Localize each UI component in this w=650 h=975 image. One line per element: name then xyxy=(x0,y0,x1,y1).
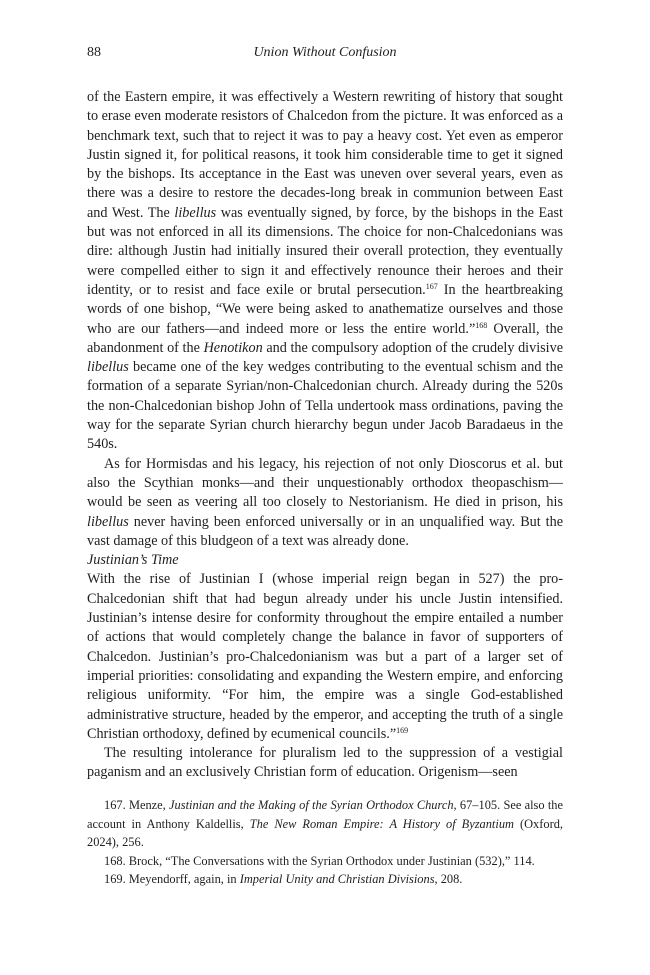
footnotes xyxy=(87,796,563,889)
section-heading: Justinian’s Time xyxy=(87,552,179,569)
running-head: Union Without Confusion xyxy=(253,45,397,60)
page-number: 88 xyxy=(87,45,101,60)
page-header xyxy=(87,45,563,65)
footnote-168: 168. Brock, “The Conversations with the Syrian Orthodox under Justinian (532),” 114. xyxy=(104,853,535,868)
paragraph-3: With the rise of Justinian I (whose imperial reign began in 527) the pro-Chalcedonian shift that had begun already under his uncle Justin intensified. Justinian’s intense desire for conformity throughout the empire entailed a number of actions that would completely change the balance in favor of supporters of Chalcedon. Justinian’s pro-Chalcedonianism was but a part of a larger set of imperial priorities: consolidating and expanding the Western empire, and enforcing religious uniformity. “For him, the empire was a single God-established administrative structure, headed by the emperor, and accepting the truth of a single Christian orthodoxy, defined by ecumenical councils.”$^{169}$ xyxy=(87,571,563,742)
paragraph-1: of the Eastern empire, it was effectively a Western rewriting of history that sought to erase even moderate resistors of Chalcedon from the picture. It was enforced as a benchmark text, such that to reject it was to pay a heavy cost. Yet even as emperor Justin signed it, for political reasons, it took him considerable time to get it signed by the bishops. Its acceptance in the East was uneven over several years, even as there was a desire to restore the decades-long break in communion between East and West. The libellus was eventually signed, by force, by the bishops in the East but was not enforced in all its dimensions. The choice for non-Chalcedonians was dire: although Justin had initially insured their overall protection, they eventually were compelled either to sign it and effectively renounce their heroes and their identity, or to resist and face exile or brutal persecution.$^{167}$ In the heartbreaking words of one bishop, “We were being asked to anathematize ourselves and those who are our fathers—and indeed more or less the entire world.”$^{168}$ Overall, the abandonment of the Henotikon and the compulsory adoption of the crudely divisive libellus became one of the key wedges contributing to the eventual schism and the formation of a separate Syrian/non-Chalcedonian church. Already during the 520s the non-Chalcedonian bishop John of Tella undertook mass ordinations, paving the way for the separate Syrian church hierarchy begun under Jacob Baradaeus in the 540s. xyxy=(87,89,564,453)
paragraph-2: As for Hormisdas and his legacy, his rejection of not only Dioscorus et al. but also the Scythian monks—and their unquestionably orthodox theopaschism—would be seen as veering all too closely to Nestorianism. He died in prison, his libellus never having been enforced universally or in an unqualified way. But the vast damage of this bludgeon of a text was already done. xyxy=(87,455,563,549)
paragraph-4: The resulting intolerance for pluralism led to the suppression of a vestigial paganism and an exclusively Christian form of education. Origenism—seen xyxy=(87,745,563,781)
body-text xyxy=(87,88,563,783)
footnote-ref-167: 167 xyxy=(425,281,438,291)
footnote-169: 169. Meyendorff, again, in Imperial Unity and Christian Divisions, 208. xyxy=(104,872,463,886)
footnote-167: 167. Menze, Justinian and the Making of the Syrian Orthodox Church, 67–105. See also the account in Anthony Kaldellis, The New Roman Empire: A History of Byzantium (Oxford, 2024), 256. xyxy=(87,798,563,849)
footnote-ref-169: 169 xyxy=(396,725,409,735)
footnote-ref-168: 168 xyxy=(475,320,488,330)
